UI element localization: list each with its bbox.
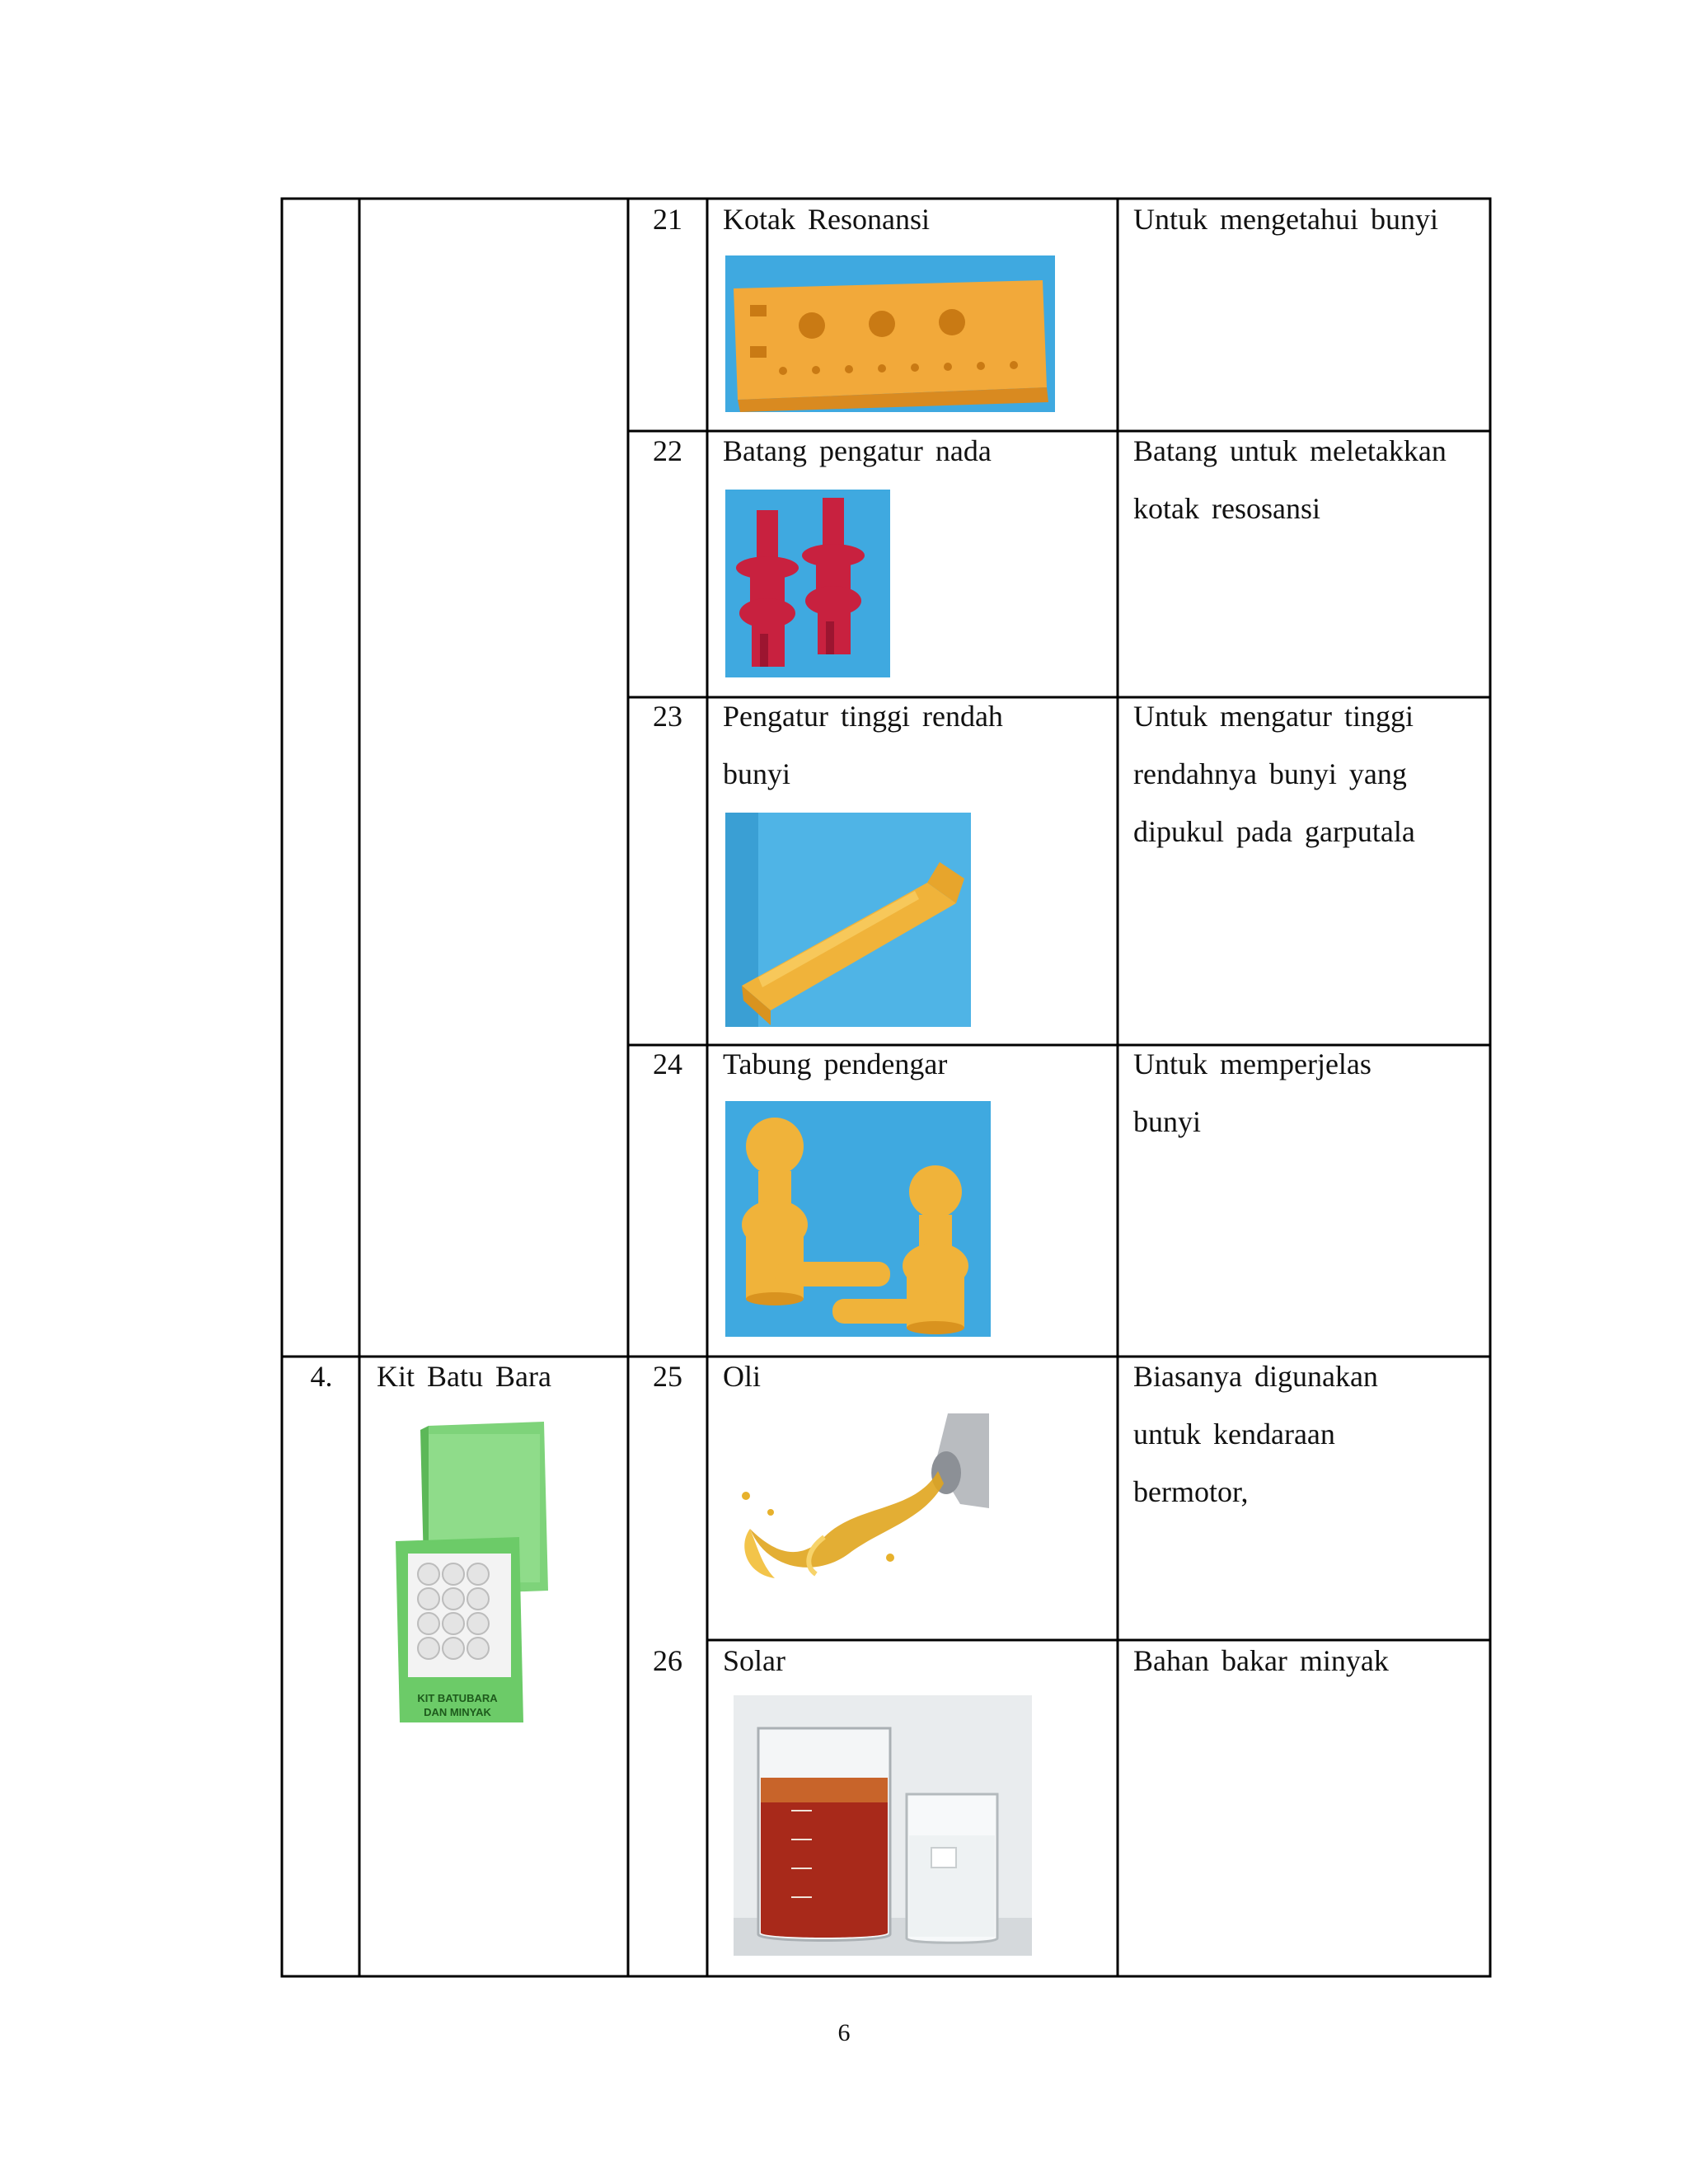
- pitch-slider-image: [725, 813, 971, 1027]
- tool-use: kotak resosansi: [1133, 492, 1320, 525]
- pouring-oil-image: [725, 1413, 989, 1619]
- row-number: 25: [653, 1360, 682, 1393]
- tool-use: Bahan bakar minyak: [1133, 1644, 1389, 1677]
- kit-name: Kit Batu Bara: [377, 1360, 551, 1393]
- tool-use: Biasanya digunakan: [1133, 1360, 1378, 1393]
- row-number: 21: [653, 203, 682, 236]
- row-number: 22: [653, 434, 682, 467]
- tool-name: Kotak Resonansi: [723, 203, 930, 236]
- resonance-box-image: [725, 255, 1055, 412]
- page-number: 6: [837, 2019, 851, 2046]
- tool-use: Untuk mengetahui bunyi: [1133, 203, 1438, 236]
- tool-name: Batang pengatur nada: [723, 434, 992, 467]
- section-number: 4.: [310, 1360, 333, 1393]
- row-number: 26: [653, 1644, 682, 1677]
- tool-use: Untuk mengatur tinggi: [1133, 700, 1414, 733]
- row-number: 24: [653, 1047, 682, 1080]
- svg-text:KIT BATUBARA: KIT BATUBARA: [417, 1692, 498, 1704]
- svg-text:DAN MINYAK: DAN MINYAK: [424, 1706, 491, 1718]
- coal-kit-image: [387, 1418, 552, 1722]
- tool-use: dipukul pada garputala: [1133, 815, 1415, 848]
- tool-use: Untuk memperjelas: [1133, 1047, 1372, 1080]
- tool-use: bermotor,: [1133, 1475, 1249, 1508]
- tool-use: bunyi: [1133, 1105, 1202, 1138]
- listening-tubes-image: [725, 1101, 991, 1337]
- tool-name: Solar: [723, 1644, 785, 1677]
- tool-name: Tabung pendengar: [723, 1047, 948, 1080]
- row-number: 23: [653, 700, 682, 733]
- tool-name: Pengatur tinggi rendah: [723, 700, 1003, 733]
- tool-name: bunyi: [723, 757, 791, 790]
- tool-name: Oli: [723, 1360, 762, 1393]
- diesel-beakers-image: [734, 1695, 1032, 1956]
- tool-use: rendahnya bunyi yang: [1133, 757, 1407, 790]
- tuning-pegs-image: [725, 490, 890, 677]
- tool-use: Batang untuk meletakkan: [1133, 434, 1447, 467]
- tool-use: untuk kendaraan: [1133, 1418, 1335, 1451]
